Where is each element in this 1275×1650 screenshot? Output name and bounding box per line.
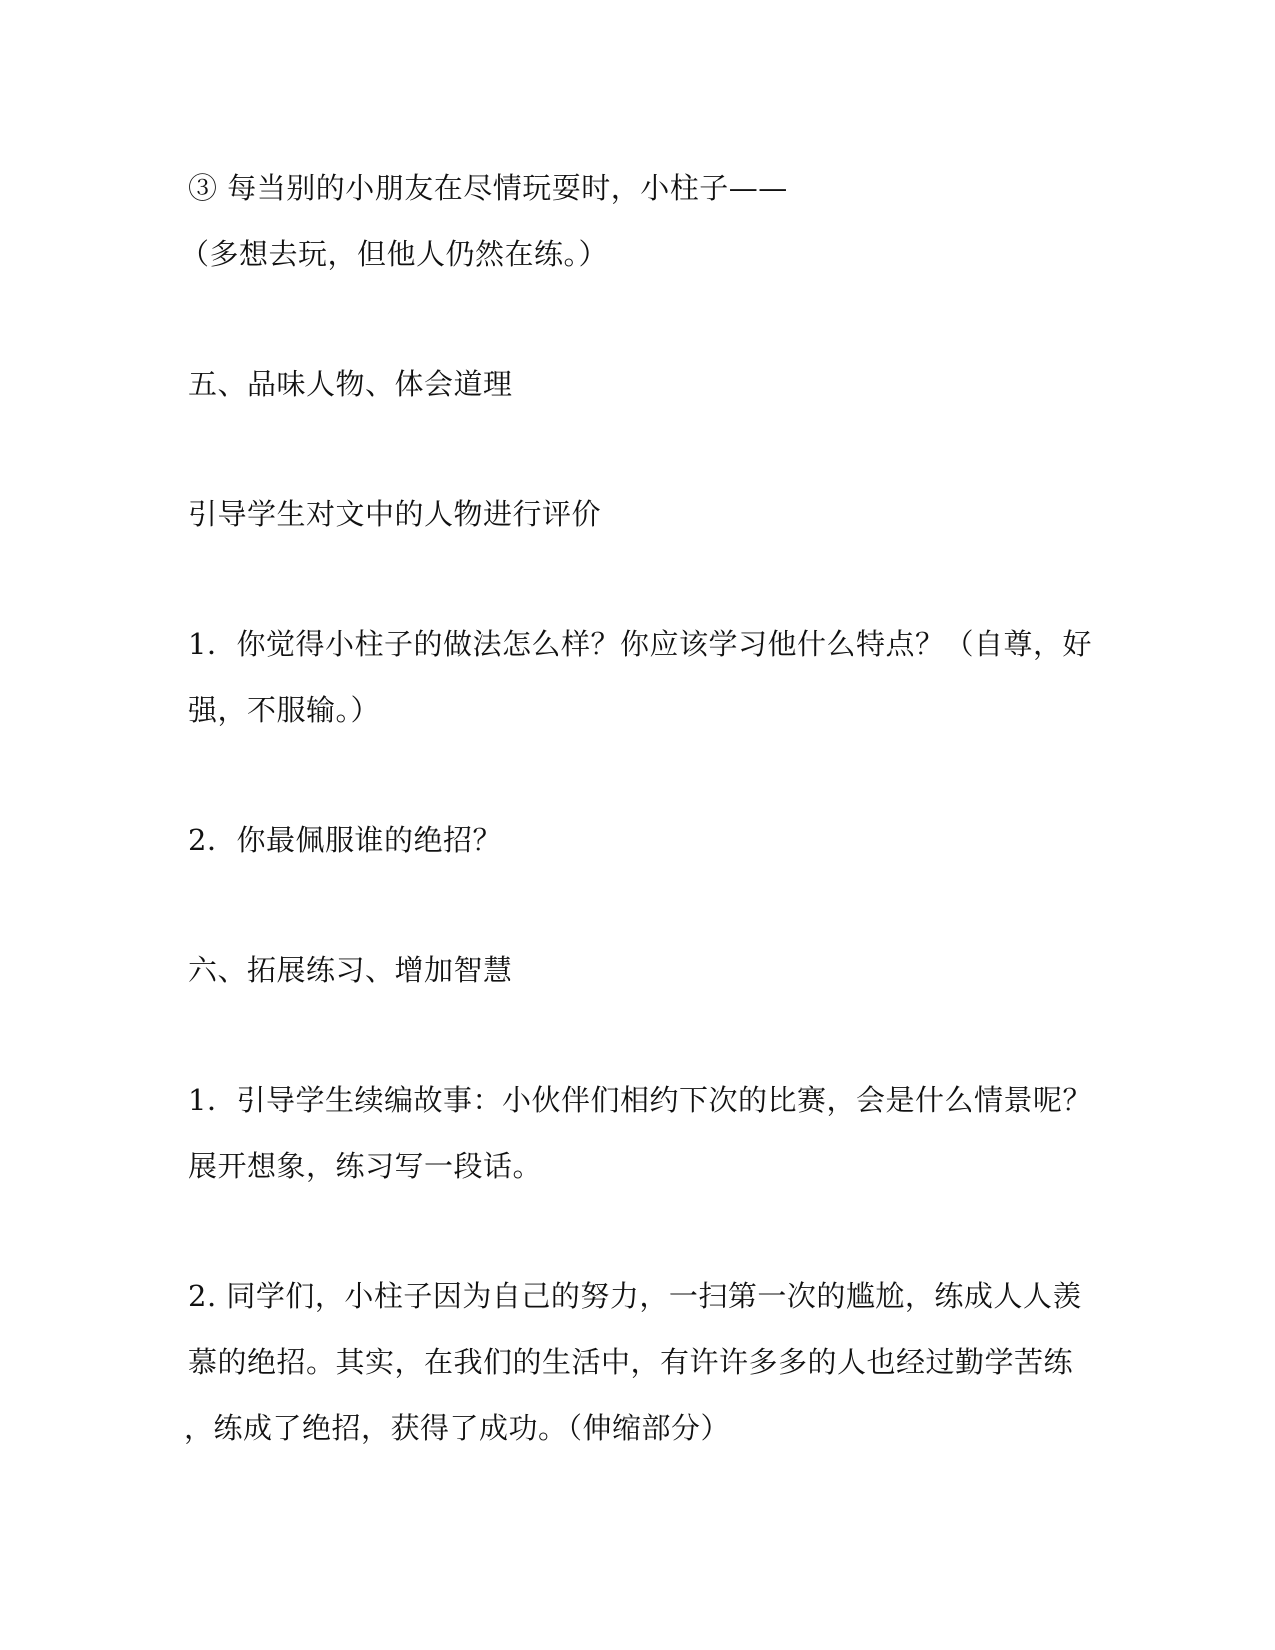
text-line-exercise-1-cont: 展开想象，练习写一段话。 — [188, 1149, 543, 1183]
section-heading-6: 六、拓展练习、增加智慧 — [188, 953, 513, 987]
text-line-exercise-2-end: ，练成了绝招，获得了成功。（伸缩部分） — [184, 1411, 731, 1445]
text-line-exercise-2: 2. 同学们，小柱子因为自己的努力，一扫第一次的尴尬，练成人人羡 — [188, 1279, 1082, 1313]
text-line-exercise-1: 1．引导学生续编故事：小伙伴们相约下次的比赛，会是什么情景呢？ — [188, 1083, 1092, 1117]
text-line-item-3-answer: （多想去玩，但他人仍然在练。） — [180, 237, 609, 271]
text-line-question-1: 1．你觉得小柱子的做法怎么样？你应该学习他什么特点？（自尊，好 — [188, 627, 1092, 661]
text-line-guide: 引导学生对文中的人物进行评价 — [188, 497, 602, 531]
section-heading-5: 五、品味人物、体会道理 — [188, 367, 513, 401]
text-line-item-3: ③ 每当别的小朋友在尽情玩耍时，小柱子—— — [188, 171, 788, 205]
text-line-question-2: 2．你最佩服谁的绝招？ — [188, 823, 502, 857]
text-line-exercise-2-cont: 慕的绝招。其实，在我们的生活中，有许许多多的人也经过勤学苦练 — [188, 1345, 1074, 1379]
text-line-question-1-cont: 强，不服输。） — [188, 693, 381, 727]
